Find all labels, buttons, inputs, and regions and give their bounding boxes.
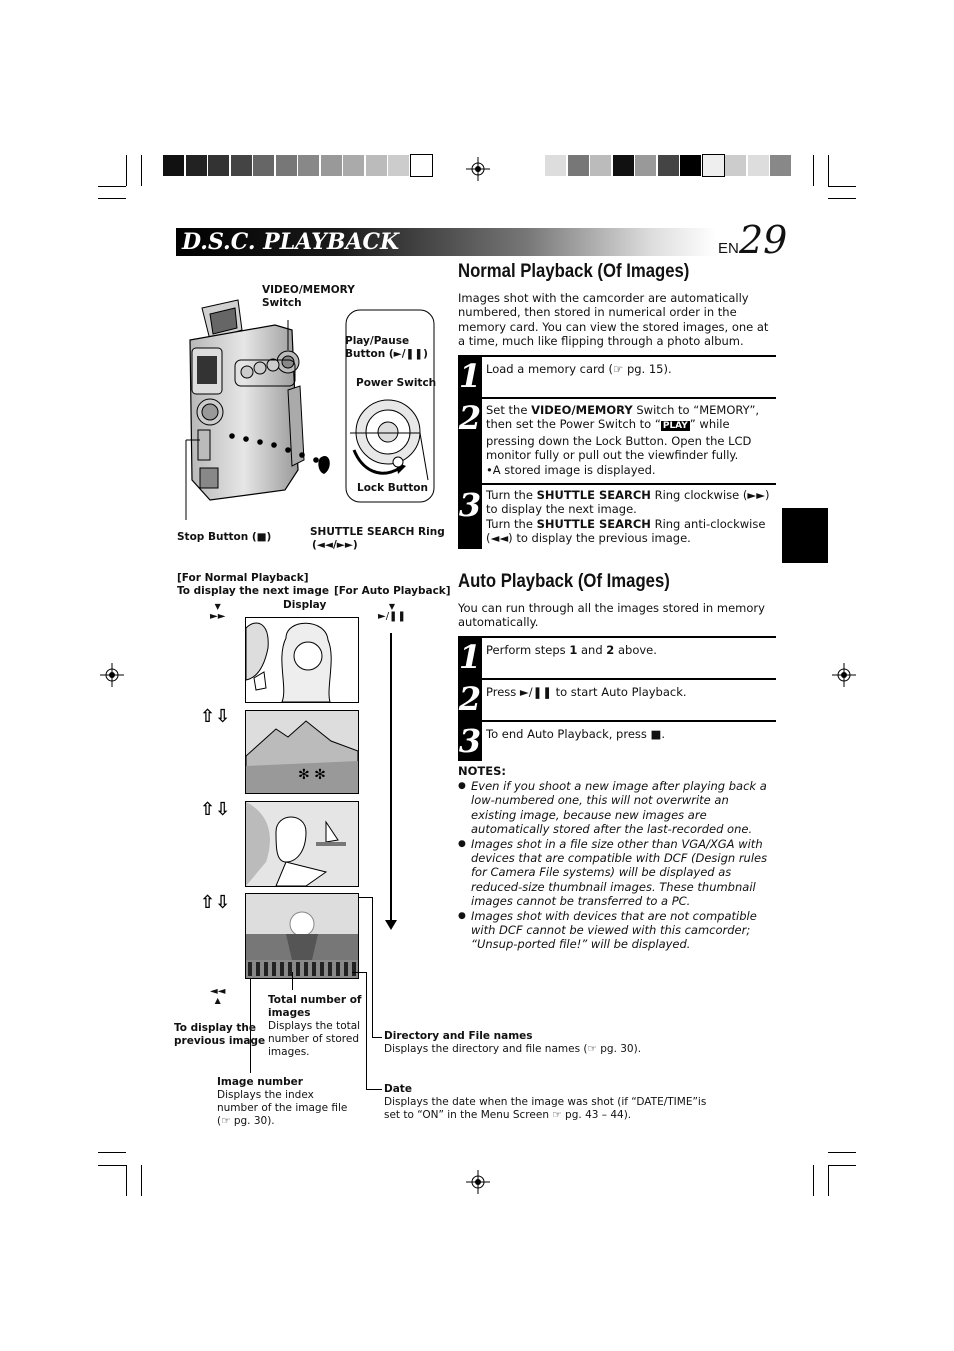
auto-playback-steps	[458, 636, 776, 761]
connector-line	[372, 1037, 382, 1038]
shuttle-arrows-icon	[200, 700, 240, 920]
play-badge: PLAY	[662, 421, 688, 432]
normal-playback-intro: Images shot with the camcorder are automatically numbered, then stored in numerical order in the memory card. You can view the stored images, one at a time, much like flipping through a photo album.	[458, 291, 769, 349]
power-switch-label: Power Switch	[356, 377, 437, 389]
normal-playback-heading: Normal Playback (Of Images)	[458, 261, 690, 282]
step-text: Perform steps 1 and 2 above.	[486, 643, 657, 657]
image-number-callout: Image number Displays the index number of the image file (☞ pg. 30).	[217, 1076, 348, 1127]
step-text: Load a memory card (☞ pg. 15).	[486, 362, 672, 376]
display-label: Display	[283, 599, 327, 611]
svg-text:⇧⇩: ⇧⇩	[200, 706, 231, 727]
page-title: D.S.C. PLAYBACK	[182, 229, 400, 255]
to-display-next-label: To display the next image	[177, 585, 329, 597]
step-text: Set the VIDEO/MEMORY Switch to “MEMORY”, then set the Power Switch to “ PLAY ” while pressing down the Lock Button. Open the LCD monitor fully or pull out the viewfinder fully. •A stored image is displayed.	[486, 403, 760, 477]
connector-line	[292, 972, 293, 990]
thumbnail-mountains	[245, 710, 359, 794]
step-number: 1	[458, 638, 482, 676]
thumbnail-beach	[245, 801, 359, 887]
auto-playback-intro: You can run through all the images stored in memory automatically.	[458, 601, 765, 630]
step-number: 2	[458, 399, 482, 437]
play-pause-button-label: Play/Pause Button (►/❚❚)	[345, 335, 428, 360]
connector-line	[366, 1089, 382, 1090]
crosshair-icon	[466, 157, 490, 181]
for-auto-playback-label: [For Auto Playback]	[334, 585, 451, 597]
rewind-indicator: ◄◄ ▲	[210, 986, 226, 1005]
thumbnail-portrait	[245, 617, 359, 703]
step-number: 3	[458, 722, 482, 760]
step-text: Press ►/❚❚ to start Auto Playback.	[486, 685, 687, 699]
crosshair-icon	[100, 663, 124, 687]
date-callout: Date Displays the date when the image was shot (if “DATE/TIME”is set to “ON” in the Menu Screen ☞ pg. 43 – 44).	[384, 1083, 707, 1121]
connector-line	[358, 897, 372, 898]
svg-text:✻ ✻: ✻ ✻	[298, 767, 326, 783]
notes-title: NOTES:	[458, 764, 506, 778]
auto-playback-arrow-line	[390, 633, 392, 921]
side-tab	[782, 508, 828, 563]
step-text: To end Auto Playback, press ■.	[486, 727, 666, 741]
notes-list	[458, 779, 776, 952]
svg-text:⇧⇩: ⇧⇩	[200, 892, 231, 913]
video-memory-switch-label: VIDEO/MEMORY Switch	[262, 284, 355, 309]
step-number: 2	[458, 680, 482, 718]
note-item: ● Images shot in a file size other than VGA/XGA with devices that are compatible with DCF (Design rules for Camera File systems) will be displayed as reduced-size thumbnail images. These thumbnail images cannot be transferred to a PC.	[458, 837, 776, 909]
directory-callout: Directory and File names Displays the directory and file names (☞ pg. 30).	[384, 1030, 642, 1055]
color-calibration-bar-left	[163, 155, 433, 176]
page-number: 29	[739, 218, 788, 262]
total-number-callout: Total number of images Displays the total number of stored images.	[268, 994, 362, 1058]
step-number: 1	[458, 357, 482, 395]
lock-button-label: Lock Button	[357, 482, 428, 494]
auto-playback-heading: Auto Playback (Of Images)	[458, 571, 670, 592]
shuttle-search-ring-label: SHUTTLE SEARCH Ring (◄◄/►►)	[310, 526, 445, 551]
note-item: ● Images shot with devices that are not compatible with DCF cannot be viewed with this camcorder; “Unsup-ported file!” will be displayed.	[458, 909, 776, 952]
camcorder-illustration	[180, 290, 450, 550]
for-normal-playback-label: [For Normal Playback]	[177, 572, 309, 584]
language-code: EN	[718, 240, 739, 257]
connector-line	[352, 972, 366, 973]
normal-playback-steps	[458, 355, 776, 549]
crosshair-icon	[832, 663, 856, 687]
to-display-previous-label: To display the previous image	[174, 1022, 266, 1047]
thumbnail-sunset	[245, 893, 359, 979]
arrow-down-icon	[385, 920, 397, 930]
color-calibration-bar-right	[545, 155, 793, 176]
play-pause-indicator: ▼ ►/❚❚	[378, 602, 406, 622]
svg-text:⇧⇩: ⇧⇩	[200, 799, 231, 820]
step-text: Turn the SHUTTLE SEARCH Ring clockwise (►►) to display the next image. Turn the SHUTTLE SEARCH Ring anti-clockwise (◄◄) to display the previous image.	[486, 488, 770, 546]
step-number: 3	[458, 486, 482, 524]
connector-line	[366, 972, 367, 1089]
fast-forward-indicator: ▼ ►►	[210, 602, 226, 622]
stop-button-label: Stop Button (■)	[177, 531, 272, 543]
crosshair-icon	[466, 1170, 490, 1194]
connector-line	[372, 897, 373, 1037]
note-item: ● Even if you shoot a new image after playing back a low-numbered one, this will not overwrite an existing image, because new images are automatically stored after the last-recorded one.	[458, 779, 776, 837]
